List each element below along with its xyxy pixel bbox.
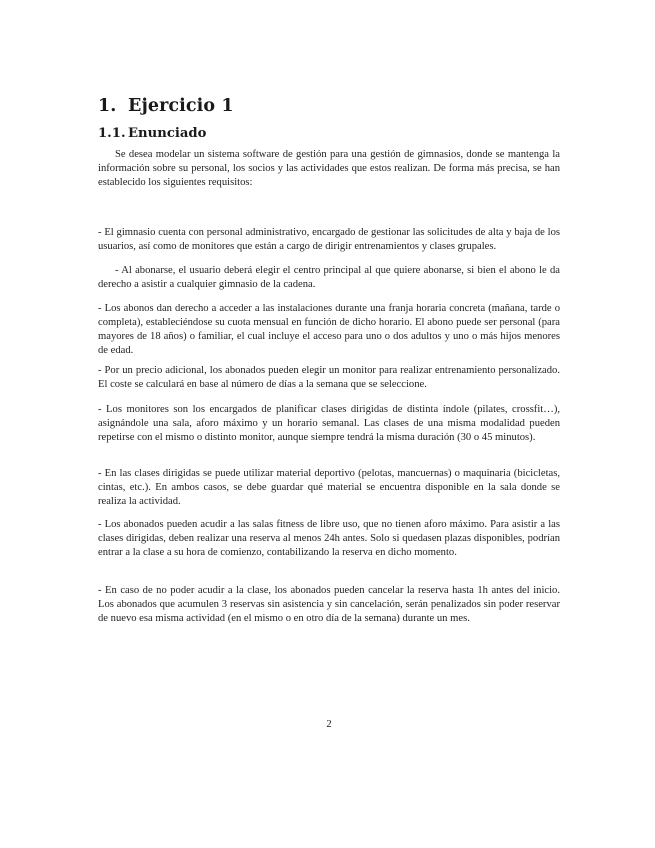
subsection-title: Enunciado bbox=[128, 126, 207, 141]
requirement-paragraph: - Al abonarse, el usuario deberá elegir el centro principal al que quiere abonarse, si bien el abono le da derecho a asistir a cualquier gimnasio de la cadena. bbox=[98, 265, 560, 291]
intro-paragraph: Se desea modelar un sistema software de gestión para una gestión de gimnasios, donde se mantenga la información sobre su personal, los socios y las actividades que estos realizan. De forma más precisa, se han establecido los siguientes requisitos: bbox=[98, 149, 560, 189]
subsection-heading bbox=[98, 126, 206, 141]
subsection-number: 1.1. bbox=[98, 126, 126, 141]
requirement-paragraph: - Por un precio adicional, los abonados pueden elegir un monitor para realizar entrenamiento personalizado. El coste se calculará en base al número de días a la semana que se seleccione. bbox=[98, 365, 560, 391]
section-title: Ejercicio 1 bbox=[128, 96, 234, 116]
requirement-paragraph: - Los abonados pueden acudir a las salas fitness de libre uso, que no tienen aforo máximo. Para asistir a las clases dirigidas, deben realizar una reserva al menos 24h antes. Solo si quedasen plazas disponibles, podrían entrar a la clase a su hora de comienzo, contabilizando la reserva en dicho momento. bbox=[98, 519, 560, 559]
requirement-paragraph: - En las clases dirigidas se puede utilizar material deportivo (pelotas, mancuernas) o maquinaria (bicicletas, cintas, etc.). En ambos casos, se debe guardar qué material se encuentra disponible en la sala donde se realiza la actividad. bbox=[98, 468, 560, 508]
requirement-paragraph: - El gimnasio cuenta con personal administrativo, encargado de gestionar las solicitudes de alta y baja de los usuarios, así como de monitores que están a cargo de dirigir entrenamientos y clases grupales. bbox=[98, 227, 560, 253]
page-number: 2 bbox=[326, 719, 332, 730]
requirement-paragraph: - Los monitores son los encargados de planificar clases dirigidas de distinta índole (pilates, crossfit…), asignándole una sala, aforo máximo y un horario semanal. Las clases de una misma modalidad pueden repetirse con el mismo o distinto monitor, aunque siempre tendrá la misma duración (30 o 45 minutos). bbox=[98, 404, 560, 444]
requirement-paragraph: - Los abonos dan derecho a acceder a las instalaciones durante una franja horaria concreta (mañana, tarde o completa), estableciéndose su cuota mensual en función de dicho horario. El abono puede ser personal (para mayores de 18 años) o familiar, el cual incluye el acceso para uno o dos adultos y uno o más hijos menores de edad. bbox=[98, 303, 560, 357]
requirement-paragraph: - En caso de no poder acudir a la clase, los abonados pueden cancelar la reserva hasta 1h antes del inicio. Los abonados que acumulen 3 reservas sin asistencia y sin cancelación, serán penalizados sin poder reservar de nuevo esa misma actividad (en el mismo o en otro día de la semana) durante un mes. bbox=[98, 585, 560, 625]
section-number: 1. bbox=[98, 96, 117, 116]
section-heading bbox=[98, 96, 234, 116]
